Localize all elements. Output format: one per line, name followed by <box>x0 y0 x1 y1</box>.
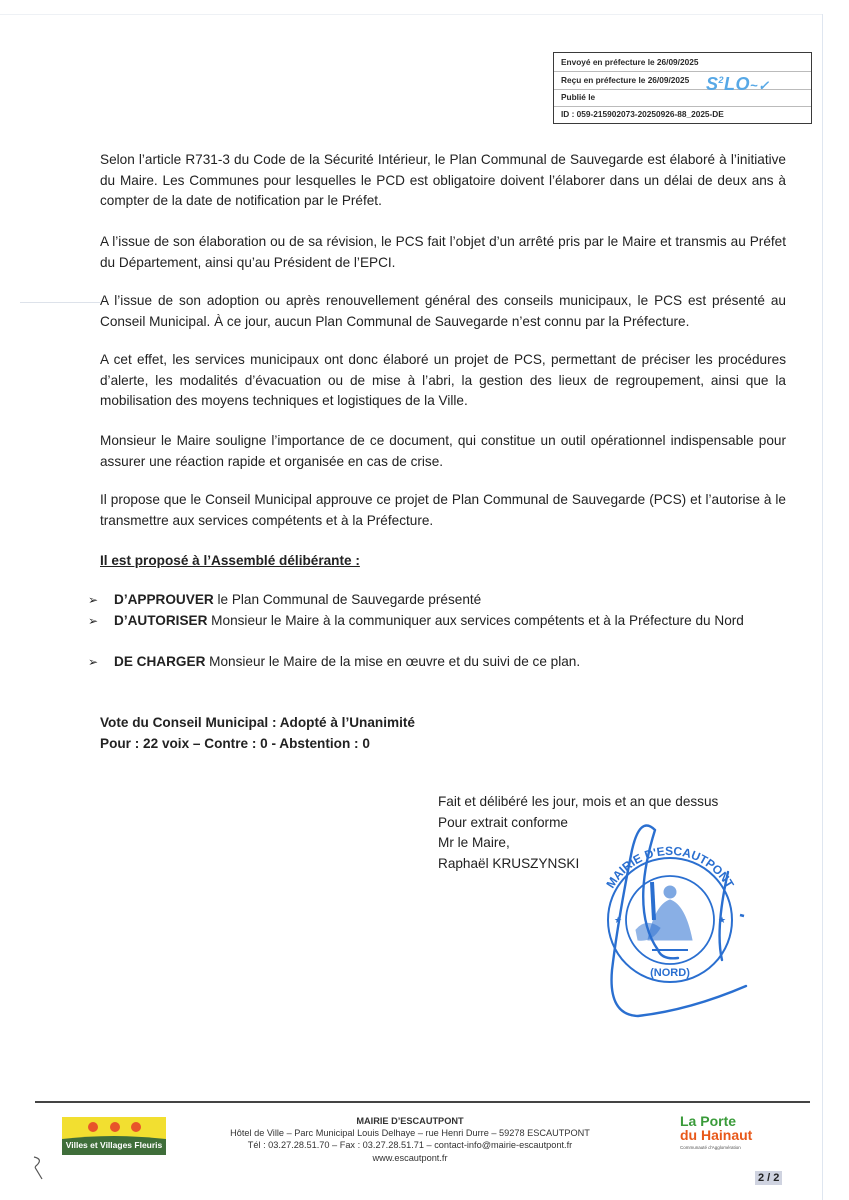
arrow-bullet-icon: ➢ <box>88 655 99 669</box>
decision-verb: D’APPROUVER <box>114 592 214 607</box>
porte-du-hainaut-logo <box>680 1114 770 1164</box>
arrow-bullet-icon: ➢ <box>88 614 99 628</box>
mayor-name: Raphaël KRUSZYNSKI <box>438 855 580 871</box>
paragraph: Il propose que le Conseil Municipal approuve ce projet de Plan Communal de Sauvegarde (PCS) et l’autorise à le transmettre aux services compétents et à la Préfecture. <box>100 492 786 528</box>
stamp-received-date: Reçu en préfecture le 26/09/2025 <box>561 75 690 85</box>
footer-address: Hôtel de Ville – Parc Municipal Louis Delhaye – rue Henri Durre – 59278 ESCAUTPONT <box>230 1128 590 1139</box>
prefecture-transmission-stamp <box>553 52 812 124</box>
s2low-logo: $S^2LO\sim✓$ <box>706 74 770 94</box>
footer-website[interactable]: www.escautpont.fr <box>372 1152 448 1163</box>
paragraph: A l’issue de son élaboration ou de sa révision, le PCS fait l’objet d’un arrêté pris par le Maire et transmis au Préfet du Département, ainsi qu’au Président de l’EPCI. <box>100 234 786 270</box>
scan-artifact-line <box>20 302 100 303</box>
stamp-id: ID : 059-215902073-20250926-88_2025-DE <box>561 109 724 119</box>
decision-text: Monsieur le Maire à la communiquer aux services compétents et à la Préfecture du Nord <box>207 613 744 628</box>
proposal-heading: Il est proposé à l’Assemblé délibérante : <box>100 553 360 568</box>
logo-subtitle: Communauté d’Agglomération <box>680 1145 741 1150</box>
signature-line: Fait et délibéré les jour, mois et an que dessus <box>438 794 719 809</box>
decision-text: le Plan Communal de Sauvegarde présenté <box>213 592 482 607</box>
vote-result: Vote du Conseil Municipal : Adopté à l’Unanimité <box>100 715 415 730</box>
vote-tally: Pour : 22 voix – Contre : 0 - Abstention : 0 <box>100 736 370 751</box>
page-edge <box>822 14 823 1200</box>
logo-line: du Hainaut <box>680 1127 753 1143</box>
seal-text-bottom: (NORD) <box>650 967 690 979</box>
footer-divider <box>35 1101 810 1103</box>
decision-text: Monsieur le Maire de la mise en œuvre et du suivi de ce plan. <box>205 654 581 669</box>
divider <box>554 89 811 90</box>
seal-star-icon: ★ <box>614 915 623 925</box>
paragraph: Monsieur le Maire souligne l’importance de ce document, qui constitue un outil opérationnel indispensable pour assurer une réaction rapide et organisée en cas de crise. <box>100 433 786 469</box>
decision-verb: D’AUTORISER <box>114 613 208 628</box>
decision-verb: DE CHARGER <box>114 654 206 669</box>
signature-line: Mr le Maire, <box>438 835 510 850</box>
footer-address-block <box>200 1115 620 1164</box>
paragraph: Selon l’article R731-3 du Code de la Sécurité Intérieur, le Plan Communal de Sauvegarde est élaboré à l’initiative du Maire. Les Communes pour lesquelles le PCD est obligatoire doivent l’élaborer dans un délai de deux ans à compter de la date de notification par le Préfet. <box>100 152 786 208</box>
mayor-seal-and-signature <box>560 810 780 1030</box>
divider <box>554 106 811 107</box>
arrow-bullet-icon: ➢ <box>88 593 99 607</box>
logo-line: La Porte <box>680 1113 737 1129</box>
footer-org: MAIRIE D’ESCAUTPONT <box>356 1116 464 1126</box>
villes-villages-fleuris-logo <box>62 1117 166 1155</box>
seal-text-top: MAIRIE D'ESCAUTPONT <box>603 843 737 891</box>
scan-artifact-line <box>0 14 822 15</box>
stamp-published: Publié le <box>561 92 596 102</box>
footer-contact: Tél : 03.27.28.51.70 – Fax : 03.27.28.51.71 – contact-info@mairie-escautpont.fr <box>247 1140 573 1151</box>
signature-line: Pour extrait conforme <box>438 814 568 830</box>
paragraph: A cet effet, les services municipaux ont donc élaboré un projet de PCS, permettant de préciser les procédures d’alerte, les modalités d’évacuation ou de mise à l’abri, la gestion des lieux de regroupement, ainsi que la mobilisation des moyens techniques et logistiques de la Ville. <box>100 352 786 408</box>
page-number: 2 / 2 <box>755 1171 782 1185</box>
logo-text: Villes et Villages Fleuris <box>65 1140 163 1150</box>
paragraph: A l’issue de son adoption ou après renouvellement général des conseils municipaux, le PCS est présenté au Conseil Municipal. À ce jour, aucun Plan Communal de Sauvegarde n’est connu par la Préfecture. <box>100 293 786 329</box>
seal-star-icon: ★ <box>718 915 727 925</box>
svg-text:MAIRIE D'ESCAUTPONT <box>603 844 737 891</box>
initial-mark-icon <box>31 1155 45 1181</box>
stamp-sent-date: Envoyé en préfecture le 26/09/2025 <box>561 57 699 67</box>
divider <box>554 71 811 72</box>
